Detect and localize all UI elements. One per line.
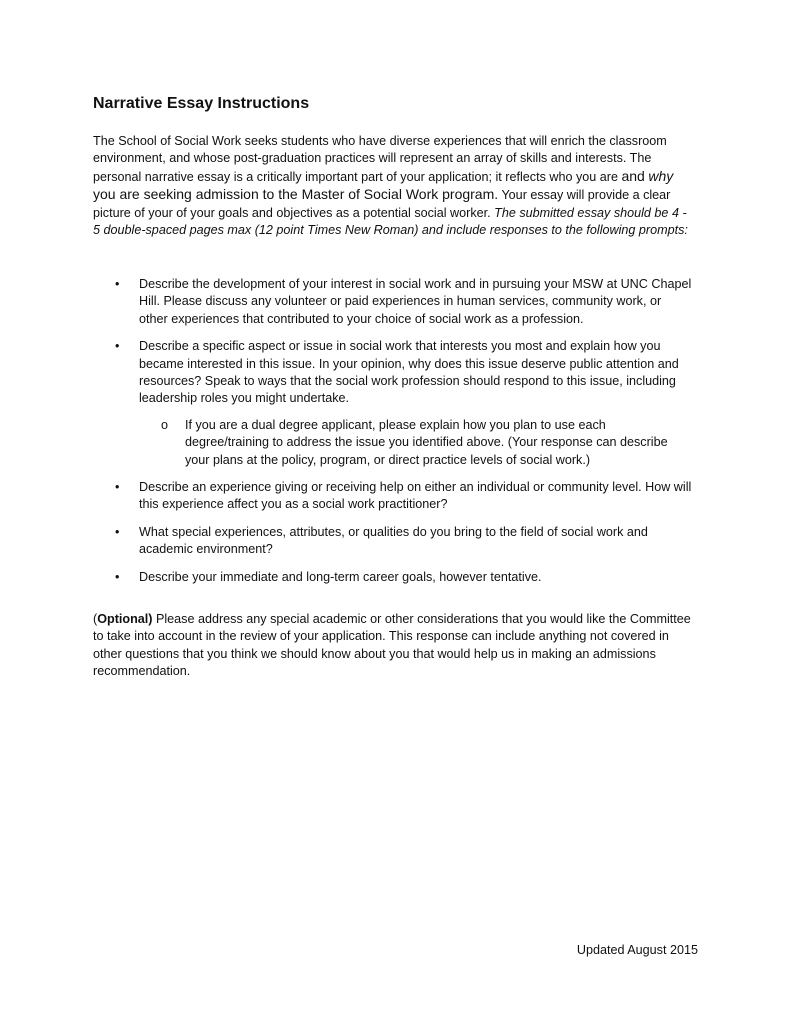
intro-text: The School of Social Work seeks students who have diverse experiences that will enrich the classroom environment, and whose post-graduation practices will represent an array of skills and interests. The personal narrative essay is a critically important part of your application; it reflects who you are [93, 134, 667, 184]
bullet-icon: • [115, 480, 120, 495]
page-title: Narrative Essay Instructions [93, 95, 310, 112]
bullet-icon: • [115, 524, 120, 539]
optional-paragraph [93, 611, 693, 681]
prompt-text: Describe a specific aspect or issue in social work that interests you most and explain how you became interested in this issue. In your opinion, why does this issue deserve public attention and resources? Speak to ways that the social work profession should respond to this issue, including leadership roles you might undertake. [139, 339, 679, 406]
prompt-text: What special experiences, attributes, or qualities do you bring to the field of social work and academic environment? [139, 524, 648, 557]
sub-prompt-list [139, 417, 693, 469]
bullet-icon: • [115, 569, 120, 584]
intro-why: why [648, 167, 674, 184]
intro-goals: Your essay will provide a clear picture of your of your goals and objectives as a potential social worker. [93, 188, 671, 220]
list-item [93, 338, 693, 469]
list-item [93, 276, 693, 328]
intro-requirements: The submitted essay should be 4 - 5 double-spaced pages max (12 point Times New Roman) and include responses to the following prompts: [93, 205, 688, 238]
sub-list-item [139, 417, 693, 469]
sub-prompt-text: If you are a dual degree applicant, please explain how you plan to use each degree/training to address the issue you identified above. (Your response can describe your plans at the policy, program, or direct practice levels of social work.) [185, 417, 668, 467]
prompt-text: Describe your immediate and long-term career goals, however tentative. [139, 569, 542, 584]
updated-date: Updated August 2015 [576, 943, 698, 957]
bullet-icon: • [115, 277, 120, 291]
prompt-text: Describe an experience giving or receiving help on either an individual or community level. How will this experience affect you as a social work practitioner? [139, 480, 692, 512]
optional-open-paren: ( [93, 612, 98, 626]
prompt-text: Describe the development of your interest in social work and in pursuing your MSW at UNC Chapel Hill. Please discuss any volunteer or paid experiences in human services, community work, or other experiences that contributed to your choice of social work as a profession. [139, 277, 692, 326]
list-item [93, 524, 693, 559]
list-item [93, 479, 693, 514]
circle-bullet-icon: o [161, 417, 169, 432]
optional-text: Please address any special academic or other considerations that you would like the Committee to take into account in the review of your application. This response can include anything not covered in other questions that you think we should know about you that would help us in making an admissions recommendation. [93, 612, 691, 679]
intro-paragraph [93, 133, 691, 239]
intro-and: and [621, 167, 645, 184]
optional-label: Optional) [97, 612, 153, 626]
bullet-icon: • [115, 339, 120, 354]
intro-admission: you are seeking admission to the Master of Social Work program. [93, 186, 499, 203]
prompt-list [93, 276, 693, 596]
list-item [93, 569, 693, 586]
